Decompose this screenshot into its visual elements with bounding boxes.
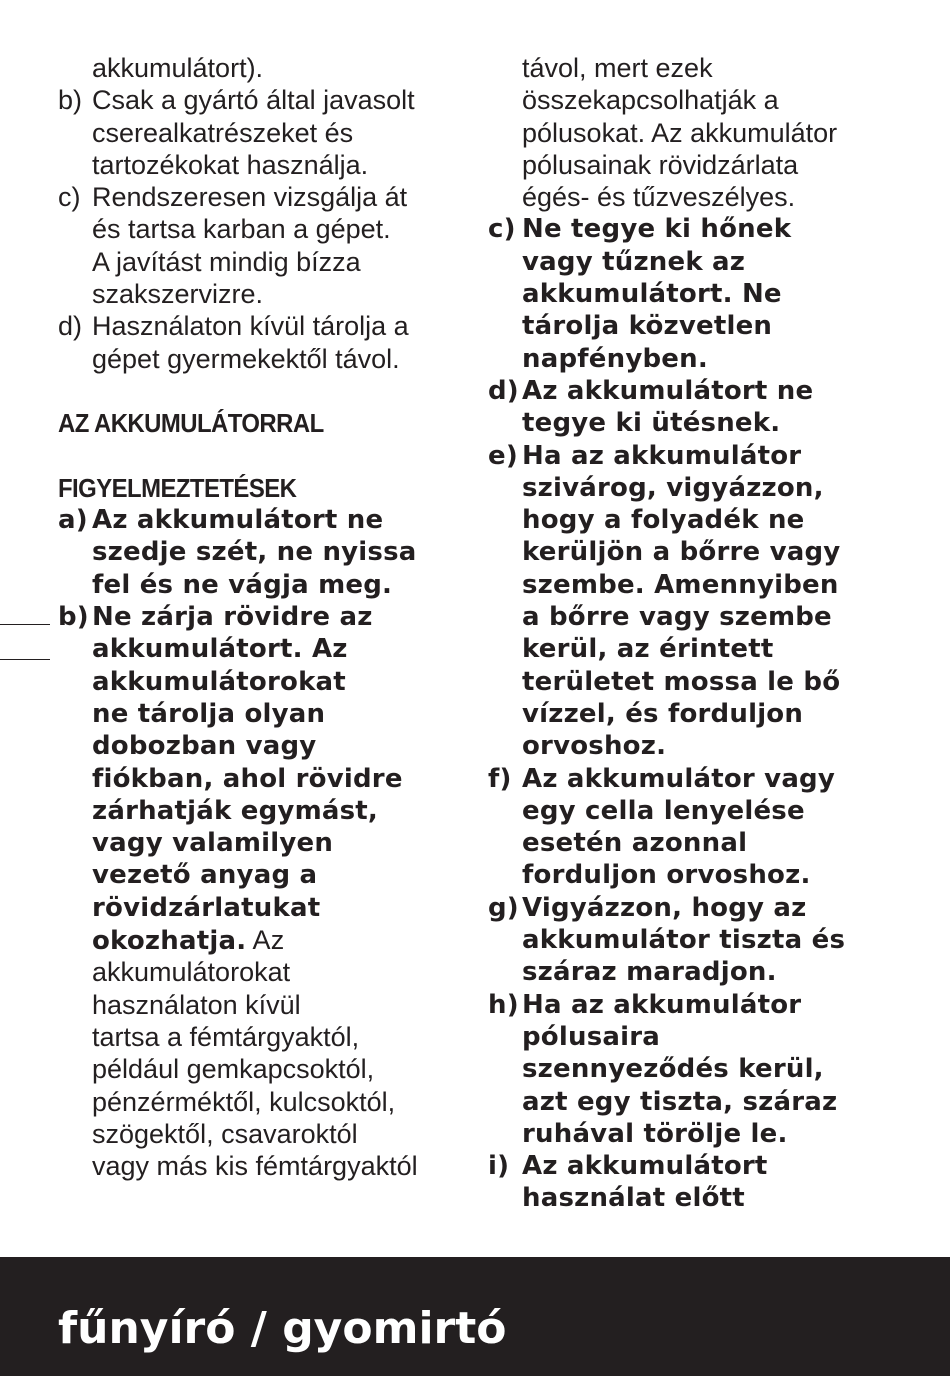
text-line [488, 117, 888, 149]
text-line [488, 698, 888, 730]
text-line-content: Az akkumulátort [522, 1151, 768, 1182]
text-line-content: akkumulátor tiszta és [522, 925, 846, 956]
text-line [488, 246, 888, 278]
text-line-content: akkumulátorokat [92, 957, 291, 988]
text-line-content: Ne tegye ki hőnek [522, 214, 792, 245]
text-line-content: akkumulátort). [92, 53, 264, 83]
text-line-content: száraz maradjon. [522, 957, 777, 988]
text-line-content: hogy a folyadék ne [522, 505, 805, 536]
text-line [58, 1086, 458, 1118]
text-line-content: kerül, az érintett [522, 634, 774, 665]
text-line-content: Az akkumulátort ne [92, 505, 384, 536]
text-line-content: pénzérméktől, kulcsoktól, [92, 1086, 396, 1117]
list-item-label: b) [58, 602, 89, 633]
text-line-content: FIGYELMEZTETÉSEK [58, 472, 297, 503]
text-line [488, 763, 888, 795]
text-line-content: napfényben. [522, 343, 708, 374]
text-line-content: akkumulátorokat [92, 666, 346, 697]
text-line-content: Ne zárja rövidre az [92, 602, 373, 633]
text-line [488, 569, 888, 601]
text-line [488, 181, 888, 213]
text-line [488, 795, 888, 827]
text-line-content: pólusainak rövidzárlata [522, 149, 799, 180]
text-line [488, 149, 888, 181]
text-line-content: cserealkatrészeket és [92, 117, 354, 148]
list-item-label: c) [58, 182, 81, 213]
text-line [488, 84, 888, 116]
text-line [58, 213, 458, 245]
footer-title: fűnyíró / gyomirtó [58, 1303, 507, 1354]
text-line [58, 956, 458, 988]
text-line [488, 440, 888, 472]
text-line [488, 827, 888, 859]
text-line-content: vezető anyag a [92, 860, 318, 891]
list-item-label: c) [488, 214, 516, 245]
text-line-content: szedje szét, ne nyissa [92, 537, 417, 568]
text-line [58, 763, 458, 795]
paragraph-gap [58, 440, 458, 472]
text-line-content: tegye ki ütésnek. [522, 408, 781, 439]
list-item-label: d) [488, 375, 519, 406]
list-item-label: b) [58, 85, 83, 116]
text-line-content: vízzel, és forduljon [522, 698, 804, 729]
text-line [488, 536, 888, 568]
text-line-content: szennyeződés kerül, [522, 1054, 824, 1085]
text-line-content: szakszervizre. [92, 279, 264, 310]
text-line-content: azt egy tiszta, száraz [522, 1086, 838, 1117]
text-line-content: vagy valamilyen [92, 828, 334, 859]
text-line [488, 956, 888, 988]
text-line [58, 827, 458, 859]
text-line [488, 52, 888, 84]
text-line-content: Az akkumulátort ne [522, 375, 814, 406]
text-line [58, 310, 458, 342]
text-line [488, 343, 888, 375]
paragraph-gap [58, 375, 458, 407]
text-line [58, 859, 458, 891]
text-line [488, 1021, 888, 1053]
text-line [488, 1150, 888, 1182]
text-line [488, 633, 888, 665]
text-line-content: gépet gyermekektől távol. [92, 343, 400, 374]
text-line [58, 569, 458, 601]
section-heading [58, 407, 426, 439]
text-line-content: zárhatják egymást, [92, 795, 378, 826]
text-line [58, 633, 458, 665]
text-line [58, 343, 458, 375]
text-line-content: forduljon orvoshoz. [522, 860, 811, 891]
list-item-label: e) [488, 440, 518, 471]
text-line-content: Csak a gyártó által javasolt [92, 85, 415, 116]
text-line-tail: Az [246, 925, 285, 956]
text-line [488, 213, 888, 245]
text-line-content: vagy tűznek az [522, 246, 746, 277]
text-line-content: vagy más kis fémtárgyaktól [92, 1151, 418, 1182]
text-line [488, 859, 888, 891]
text-line [488, 892, 888, 924]
text-line-content: szivárog, vigyázzon, [522, 472, 824, 503]
text-line [488, 666, 888, 698]
text-line [58, 892, 458, 924]
text-line-content: ruhával törölje le. [522, 1118, 788, 1149]
list-item-label: d) [58, 311, 83, 342]
text-line-content: fel és ne vágja meg. [92, 569, 393, 600]
text-line-content: összekapcsolhatják a [522, 85, 779, 116]
text-line [58, 698, 458, 730]
list-item-label: g) [488, 892, 519, 923]
text-line-content: például gemkapcsoktól, [92, 1054, 375, 1085]
text-line-content: akkumulátort. Ne [522, 279, 782, 310]
text-line [58, 666, 458, 698]
text-line [488, 1182, 888, 1214]
text-line [488, 989, 888, 1021]
text-line [58, 278, 458, 310]
text-line [58, 149, 458, 181]
text-line-content: használat előtt [522, 1183, 745, 1214]
text-line-content: akkumulátort. Az [92, 634, 348, 665]
text-line-content: fiókban, ahol rövidre [92, 763, 403, 794]
text-line [58, 1118, 458, 1150]
text-line [58, 181, 458, 213]
text-line [58, 601, 458, 633]
list-item-label: h) [488, 989, 519, 1020]
margin-rule-line [0, 624, 50, 625]
text-line-content: orvoshoz. [522, 731, 667, 762]
list-item-label: f) [488, 763, 512, 794]
text-line-content: Az akkumulátor vagy [522, 763, 836, 794]
text-line [58, 1150, 458, 1182]
text-line [488, 310, 888, 342]
text-line-content: távol, mert ezek [522, 53, 713, 83]
text-line [58, 117, 458, 149]
text-line-content: szögektől, csavaroktól [92, 1118, 358, 1149]
text-line [58, 1053, 458, 1085]
text-line-content: tartozékokat használja. [92, 149, 369, 180]
text-line [58, 536, 458, 568]
text-line [58, 989, 458, 1021]
text-line-content: rövidzárlatukat [92, 892, 321, 923]
text-line [488, 504, 888, 536]
text-line [488, 1118, 888, 1150]
text-line [488, 472, 888, 504]
text-line-content: pólusaira [522, 1021, 660, 1052]
list-item-label: a) [58, 505, 88, 536]
right-text-column [488, 52, 888, 1215]
text-line-content: Ha az akkumulátor [522, 989, 802, 1020]
text-line [488, 407, 888, 439]
text-line [488, 1053, 888, 1085]
text-line-content: tartsa a fémtárgyaktól, [92, 1021, 360, 1052]
text-line-content: kerüljön a bőrre vagy [522, 537, 841, 568]
text-line-content: a bőrre vagy szembe [522, 602, 832, 633]
text-line-content: AZ AKKUMULÁTORRAL [58, 408, 324, 439]
text-line [488, 278, 888, 310]
text-line [488, 601, 888, 633]
text-line-content: tárolja közvetlen [522, 311, 773, 342]
text-line [58, 924, 458, 956]
text-line-content: ne tárolja olyan [92, 698, 326, 729]
margin-rule-line [0, 659, 50, 660]
text-line-content: és tartsa karban a gépet. [92, 214, 391, 245]
text-line-content: égés- és tűzveszélyes. [522, 182, 796, 213]
text-line [58, 730, 458, 762]
text-line [58, 246, 458, 278]
text-line-content: területet mossa le bő [522, 666, 841, 697]
text-line-content: Használaton kívül tárolja a [92, 311, 409, 342]
list-item-label: i) [488, 1151, 510, 1182]
text-line [58, 504, 458, 536]
text-line [488, 924, 888, 956]
section-heading [58, 472, 426, 504]
text-line [58, 795, 458, 827]
text-line-content: dobozban vagy [92, 731, 317, 762]
text-line [58, 84, 458, 116]
text-line-content: pólusokat. Az akkumulátor [522, 117, 838, 148]
text-line [58, 52, 458, 84]
left-text-column [58, 52, 458, 1182]
text-line [488, 375, 888, 407]
text-line-content: A javítást mindig bízza [92, 246, 361, 277]
text-line-content: Ha az akkumulátor [522, 440, 802, 471]
text-line-content: Vigyázzon, hogy az [522, 892, 807, 923]
text-line-content: okozhatja. [92, 926, 247, 957]
text-line-content: szembe. Amennyiben [522, 569, 839, 600]
text-line [488, 730, 888, 762]
text-line-content: esetén azonnal [522, 828, 748, 859]
text-line [488, 1086, 888, 1118]
text-line [58, 1021, 458, 1053]
text-line-content: Rendszeresen vizsgálja át [92, 182, 408, 213]
text-line-content: egy cella lenyelése [522, 795, 805, 826]
text-line-content: használaton kívül [92, 989, 301, 1020]
